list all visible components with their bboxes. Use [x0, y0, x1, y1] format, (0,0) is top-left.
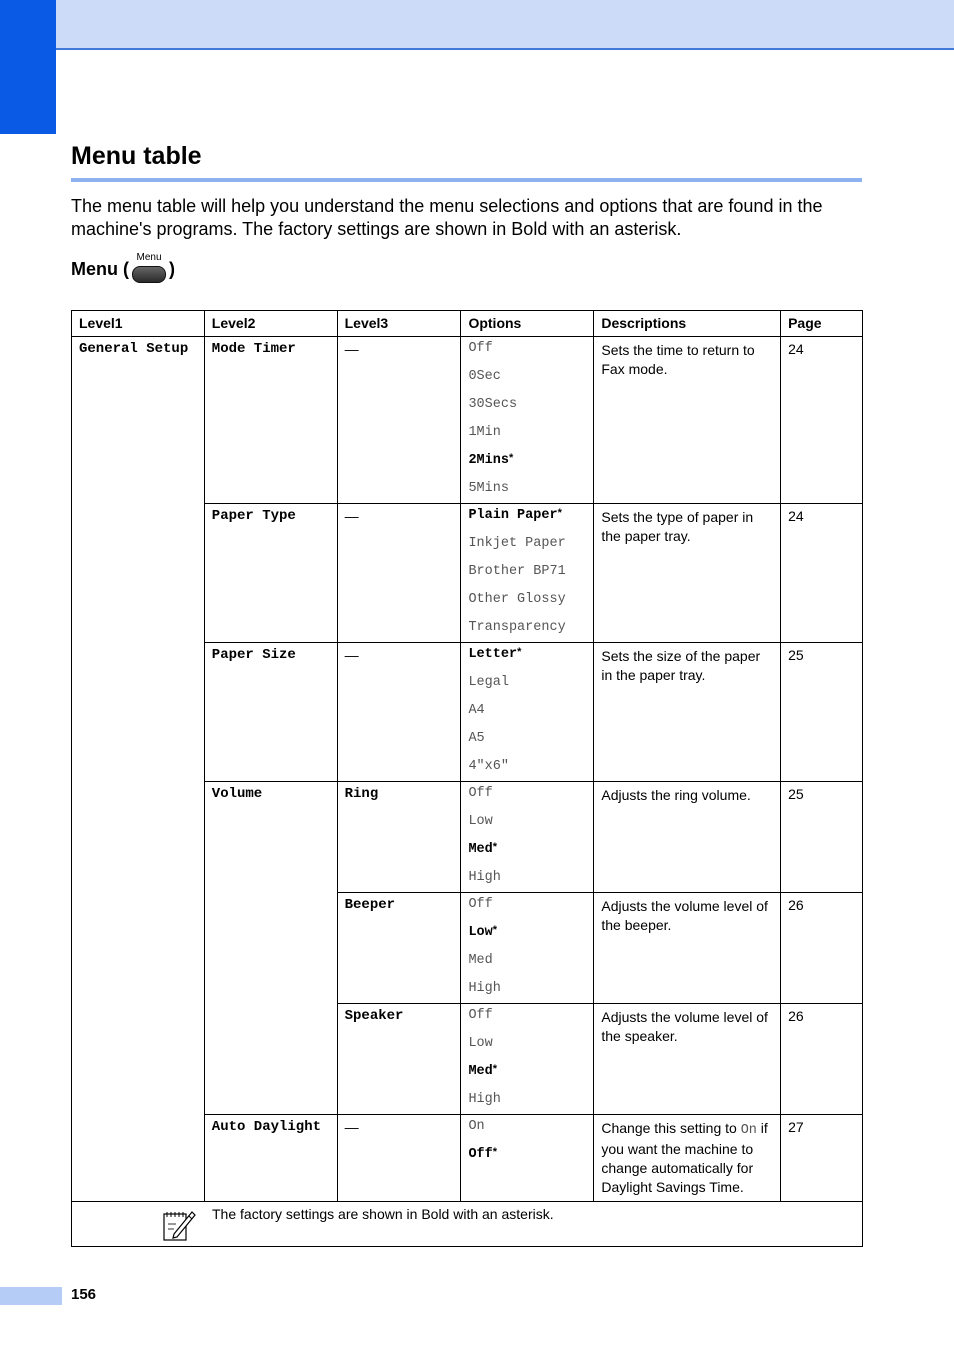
option-item: Brother BP71 [468, 564, 566, 579]
option-item: A5 [468, 731, 485, 746]
option-item-default: Med* [468, 1063, 498, 1079]
option-item: Other Glossy [468, 592, 566, 607]
option-item: Low [468, 1036, 493, 1051]
level3-cell: Ring [337, 782, 461, 893]
table-header-row [72, 311, 863, 337]
description-cell: Change this setting to On if you want the machine to change automatically for Daylight Savings Time. [594, 1115, 781, 1202]
option-item: Off [468, 1008, 493, 1023]
level2-cell: Paper Type [204, 504, 337, 643]
option-item: Inkjet Paper [468, 536, 566, 551]
menu-heading-close: ) [169, 258, 175, 279]
description-cell: Sets the type of paper in the paper tray. [594, 504, 781, 643]
title-rule [71, 178, 862, 182]
level3-cell: — [337, 504, 461, 643]
option-item: Legal [468, 675, 509, 690]
level2-cell: Paper Size [204, 643, 337, 782]
page-cell: 26 [781, 1004, 863, 1115]
note-cell [72, 1202, 863, 1247]
level2-cell: Volume [204, 782, 337, 1115]
option-item: Low [468, 814, 493, 829]
header-level2: Level2 [204, 311, 337, 337]
description-cell: Sets the size of the paper in the paper tray. [594, 643, 781, 782]
option-item: High [468, 981, 501, 996]
menu-table [71, 310, 863, 1247]
menu-key-icon [131, 254, 167, 284]
note-pencil-icon [162, 1208, 196, 1242]
description-cell: Adjusts the ring volume. [594, 782, 781, 893]
header-page: Page [781, 311, 863, 337]
page-cell: 25 [781, 782, 863, 893]
level3-cell: — [337, 1115, 461, 1202]
page-cell: 24 [781, 337, 863, 504]
header-descriptions: Descriptions [594, 311, 781, 337]
description-cell: Sets the time to return to Fax mode. [594, 337, 781, 504]
menu-key-button-shape [132, 266, 166, 283]
option-item: Off [468, 897, 493, 912]
option-item: Transparency [468, 620, 566, 635]
option-item: High [468, 870, 501, 885]
description-cell: Adjusts the volume level of the beeper. [594, 893, 781, 1004]
options-cell [461, 1115, 594, 1202]
options-cell [461, 893, 594, 1004]
level3-cell: — [337, 643, 461, 782]
page-cell: 24 [781, 504, 863, 643]
header-level3: Level3 [337, 311, 461, 337]
option-item: High [468, 1092, 501, 1107]
option-item-default: Plain Paper* [468, 507, 562, 523]
options-cell [461, 643, 594, 782]
option-item: 5Mins [468, 481, 509, 496]
menu-heading-label: Menu ( [71, 258, 129, 279]
level2-cell: Auto Daylight [204, 1115, 337, 1202]
option-item-default: 2Mins* [468, 452, 514, 468]
page-cell: 25 [781, 643, 863, 782]
level2-cell: Mode Timer [204, 337, 337, 504]
option-item-default: Letter* [468, 646, 522, 662]
page-cell: 27 [781, 1115, 863, 1202]
option-item-default: Off* [468, 1146, 498, 1162]
option-item: A4 [468, 703, 485, 718]
note-text: The factory settings are shown in Bold with an asterisk. [212, 1206, 554, 1222]
option-item-default: Med* [468, 841, 498, 857]
level3-cell: — [337, 337, 461, 504]
level3-cell: Speaker [337, 1004, 461, 1115]
option-item: Off [468, 341, 493, 356]
intro-text: The menu table will help you understand the menu selections and options that are found in the machine's programs. The factory settings are shown in Bold with an asterisk. [71, 196, 823, 239]
header-options: Options [461, 311, 594, 337]
header-level1: Level1 [72, 311, 205, 337]
level3-cell: Beeper [337, 893, 461, 1004]
table-row [72, 337, 863, 504]
header-band [0, 0, 954, 50]
options-cell [461, 504, 594, 643]
option-item: 30Secs [468, 397, 518, 412]
note-row [72, 1202, 863, 1247]
options-cell [461, 782, 594, 893]
menu-heading [71, 254, 175, 284]
option-item: Off [468, 786, 493, 801]
option-item: 4"x6" [468, 759, 509, 774]
chapter-tab [0, 0, 56, 134]
option-item: 0Sec [468, 369, 501, 384]
description-cell: Adjusts the volume level of the speaker. [594, 1004, 781, 1115]
option-item: 1Min [468, 425, 501, 440]
menu-key-label: Menu [136, 252, 162, 263]
page-number: 156 [71, 1286, 97, 1303]
option-item: On [468, 1119, 485, 1134]
option-item-default: Low* [468, 924, 498, 940]
page-number-bar [0, 1287, 62, 1305]
level1-cell: General Setup [72, 337, 205, 1202]
options-cell [461, 1004, 594, 1115]
option-item: Med [468, 953, 493, 968]
page-cell: 26 [781, 893, 863, 1004]
page-title: Menu table [71, 142, 202, 170]
options-cell [461, 337, 594, 504]
